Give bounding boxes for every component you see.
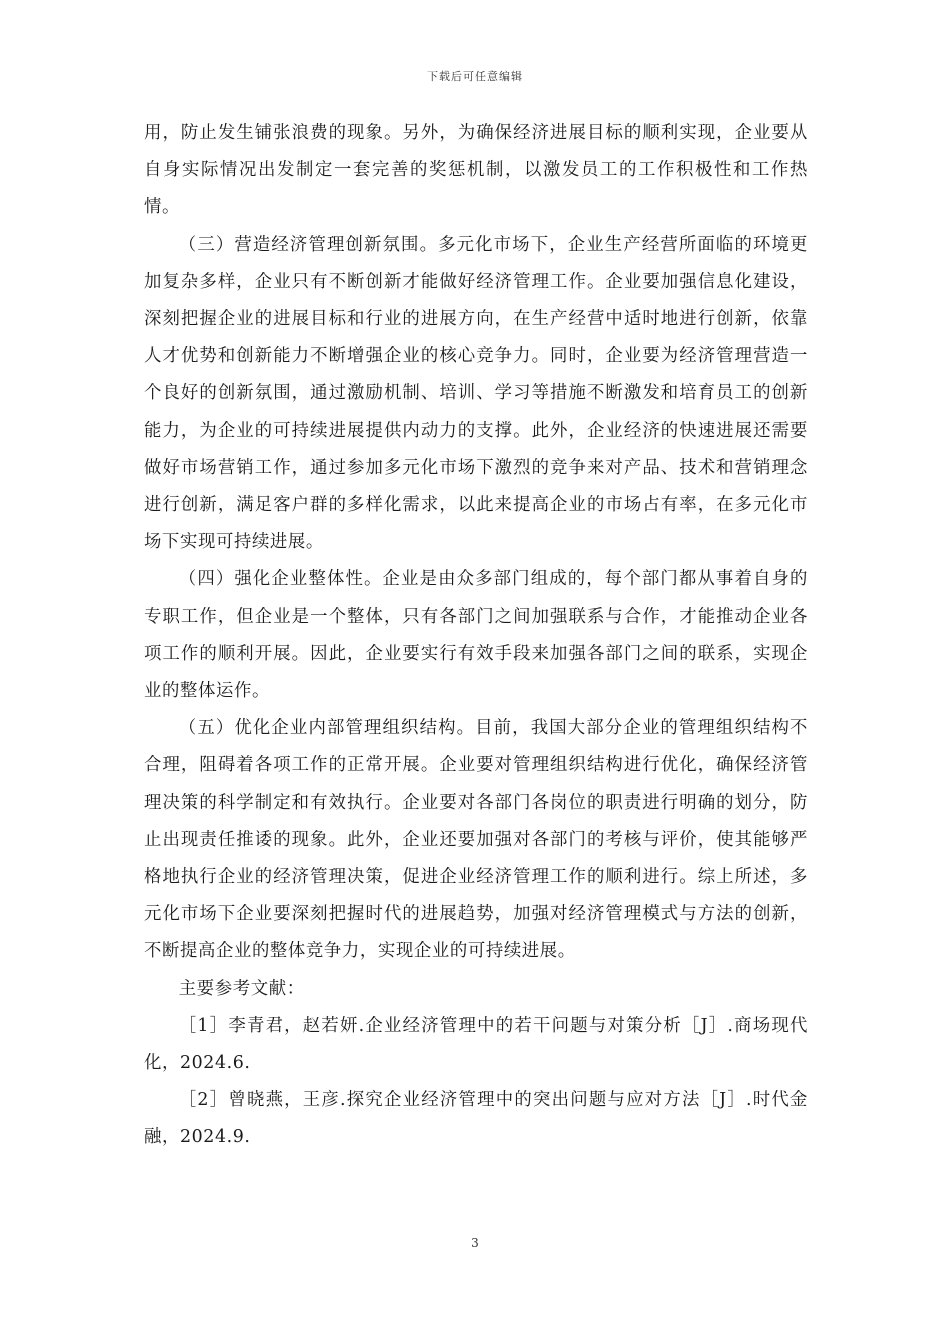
paragraph-section-five: （五）优化企业内部管理组织结构。目前，我国大部分企业的管理组织结构不合理，阻碍着各项工作的正常开展。企业要对管理组织结构进行优化，确保经济管理决策的科学制定和有效执行。企业要对各部门各岗位的职责进行明确的划分，防止出现责任推诿的现象。此外，企业还要加强对各部门的考核与评价，使其能够严格地执行企业的经济管理决策，促进企业经济管理工作的顺利进行。综上所述，多元化市场下企业要深刻把握时代的进展趋势，加强对经济管理模式与方法的创新，不断提高企业的整体竞争力，实现企业的可持续进展。	[144, 718, 808, 962]
paragraph-section-four: （四）强化企业整体性。企业是由众多部门组成的，每个部门都从事着自身的专职工作，但企业是一个整体，只有各部门之间加强联系与合作，才能推动企业各项工作的顺利开展。因此，企业要实行有效手段来加强各部门之间的联系，实现企业的整体运作。	[144, 569, 808, 702]
reference-item: ［2］曾晓燕，王彦.探究企业经济管理中的突出问题与应对方法［J］.时代金融，2024.9.	[144, 1090, 808, 1148]
page-number: 3	[471, 1236, 479, 1250]
reference-item: ［1］李青君，赵若妍.企业经济管理中的若干问题与对策分析［J］.商场现代化，2024.6.	[144, 1015, 808, 1074]
page-header-note: 下载后可任意编辑	[427, 70, 523, 83]
paragraph-continuation: 用，防止发生铺张浪费的现象。另外，为确保经济进展目标的顺利实现，企业要从自身实际情况出发制定一套完善的奖惩机制，以激发员工的工作积极性和工作热情。	[144, 123, 808, 218]
document-body	[144, 115, 808, 1157]
references-heading: 主要参考文献：	[178, 978, 305, 999]
paragraph-section-three: （三）营造经济管理创新氛围。多元化市场下，企业生产经营所面临的环境更加复杂多样，企业只有不断创新才能做好经济管理工作。企业要加强信息化建设，深刻把握企业的进展目标和行业的进展方向，在生产经营中适时地进行创新，依靠人才优势和创新能力不断增强企业的核心竞争力。同时，企业要为经济管理营造一个良好的创新氛围，通过激励机制、培训、学习等措施不断激发和培育员工的创新能力，为企业的可持续进展提供内动力的支撑。此外，企业经济的快速进展还需要做好市场营销工作，通过参加多元化市场下激烈的竞争来对产品、技术和营销理念进行创新，满足客户群的多样化需求，以此来提高企业的市场占有率，在多元化市场下实现可持续进展。	[144, 234, 808, 553]
